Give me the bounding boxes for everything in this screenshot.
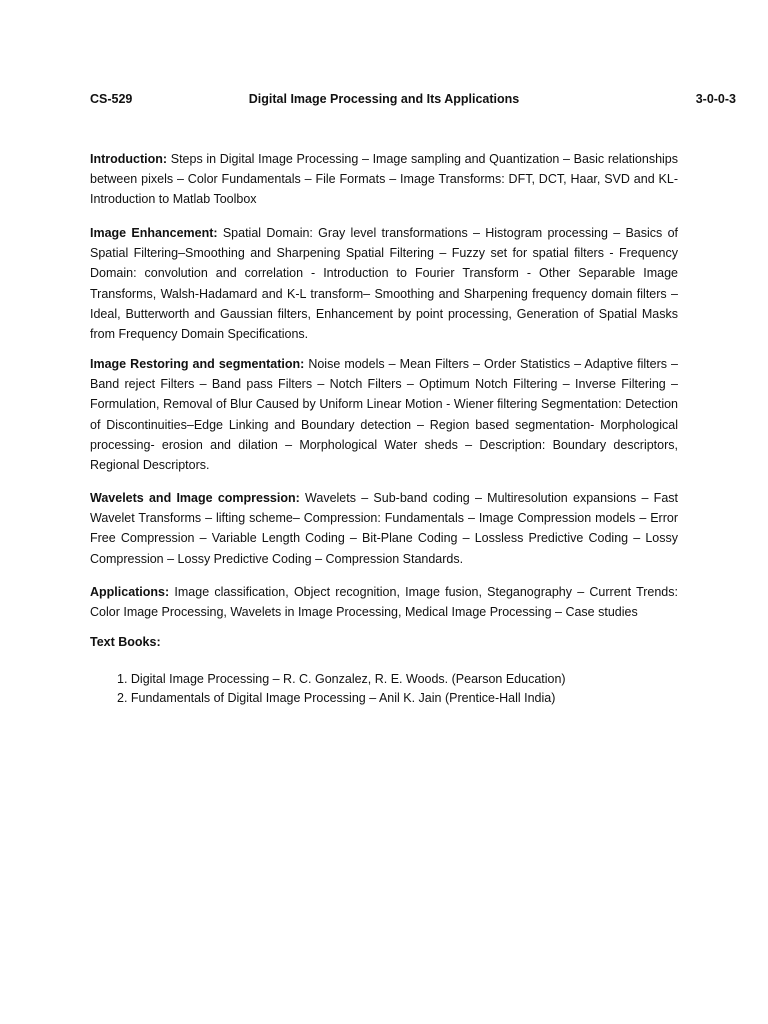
course-code: CS-529 [90,92,133,106]
section-text: Steps in Digital Image Processing – Image sampling and Quantization – Basic relationships between pixels – Color Fundamentals – File Formats – Image Transforms: DFT, DCT, Haar, SVD and KL- Introduction to Matlab Toolbox [90,152,678,207]
course-header [90,92,736,112]
section-heading: Introduction: [90,152,168,166]
section-wavelets [90,488,678,569]
section-text: Spatial Domain: Gray level transformations – Histogram processing – Basics of Spatial Filtering–Smoothing and Sharpening Spatial Filtering – Fuzzy set for spatial filters - Frequency Domain: convolution and correlation - Introduction to Fourier Transform - Other Separable Image Transforms, Walsh-Hadamard and K-L transform– Smoothing and Sharpening frequency domain filters – Ideal, Butterworth and Gaussian filters, Enhancement by point processing, Generation of Spatial Masks from Frequency Domain Specifications. [90,226,678,342]
section-applications [90,582,678,622]
section-introduction [90,149,678,210]
textbook-list [117,670,566,707]
section-heading: Applications: [90,585,170,599]
list-item: 2. Fundamentals of Digital Image Processing – Anil K. Jain (Prentice-Hall India) [117,690,556,705]
section-image-enhancement [90,223,678,344]
section-text: Noise models – Mean Filters – Order Statistics – Adaptive filters – Band reject Filters – Band pass Filters – Notch Filters – Optimum Notch Filtering – Inverse Filtering – Formulation, Removal of Blur Caused by Uniform Linear Motion - Wiener filtering Segmentation: Detection of Discontinuities–Edge Linking and Boundary detection – Region based segmentation- Morphological processing- erosion and dilation – Morphological Water sheds – Description: Boundary descriptors, Regional Descriptors. [90,357,678,473]
course-title: Digital Image Processing and Its Applications [248,92,520,106]
list-item: 1. Digital Image Processing – R. C. Gonzalez, R. E. Woods. (Pearson Education) [117,672,566,686]
course-credits: 3-0-0-3 [695,92,736,106]
section-heading: Image Enhancement: [90,226,218,240]
textbooks-heading: Text Books: [90,635,161,649]
section-text: Wavelets – Sub-band coding – Multiresolution expansions – Fast Wavelet Transforms – lifting scheme– Compression: Fundamentals – Image Compression models – Error Free Compression – Variable Length Coding – Bit-Plane Coding – Lossless Predictive Coding – Lossy Compression – Lossy Predictive Coding – Compression Standards. [90,491,678,566]
section-heading: Image Restoring and segmentation: [90,357,305,371]
section-image-restoring [90,354,678,475]
section-heading: Wavelets and Image compression: [90,491,300,505]
section-text: Image classification, Object recognition, Image fusion, Steganography – Current Trends: Color Image Processing, Wavelets in Image Processing, Medical Image Processing – Case studies [90,585,678,620]
syllabus-page [90,92,736,705]
